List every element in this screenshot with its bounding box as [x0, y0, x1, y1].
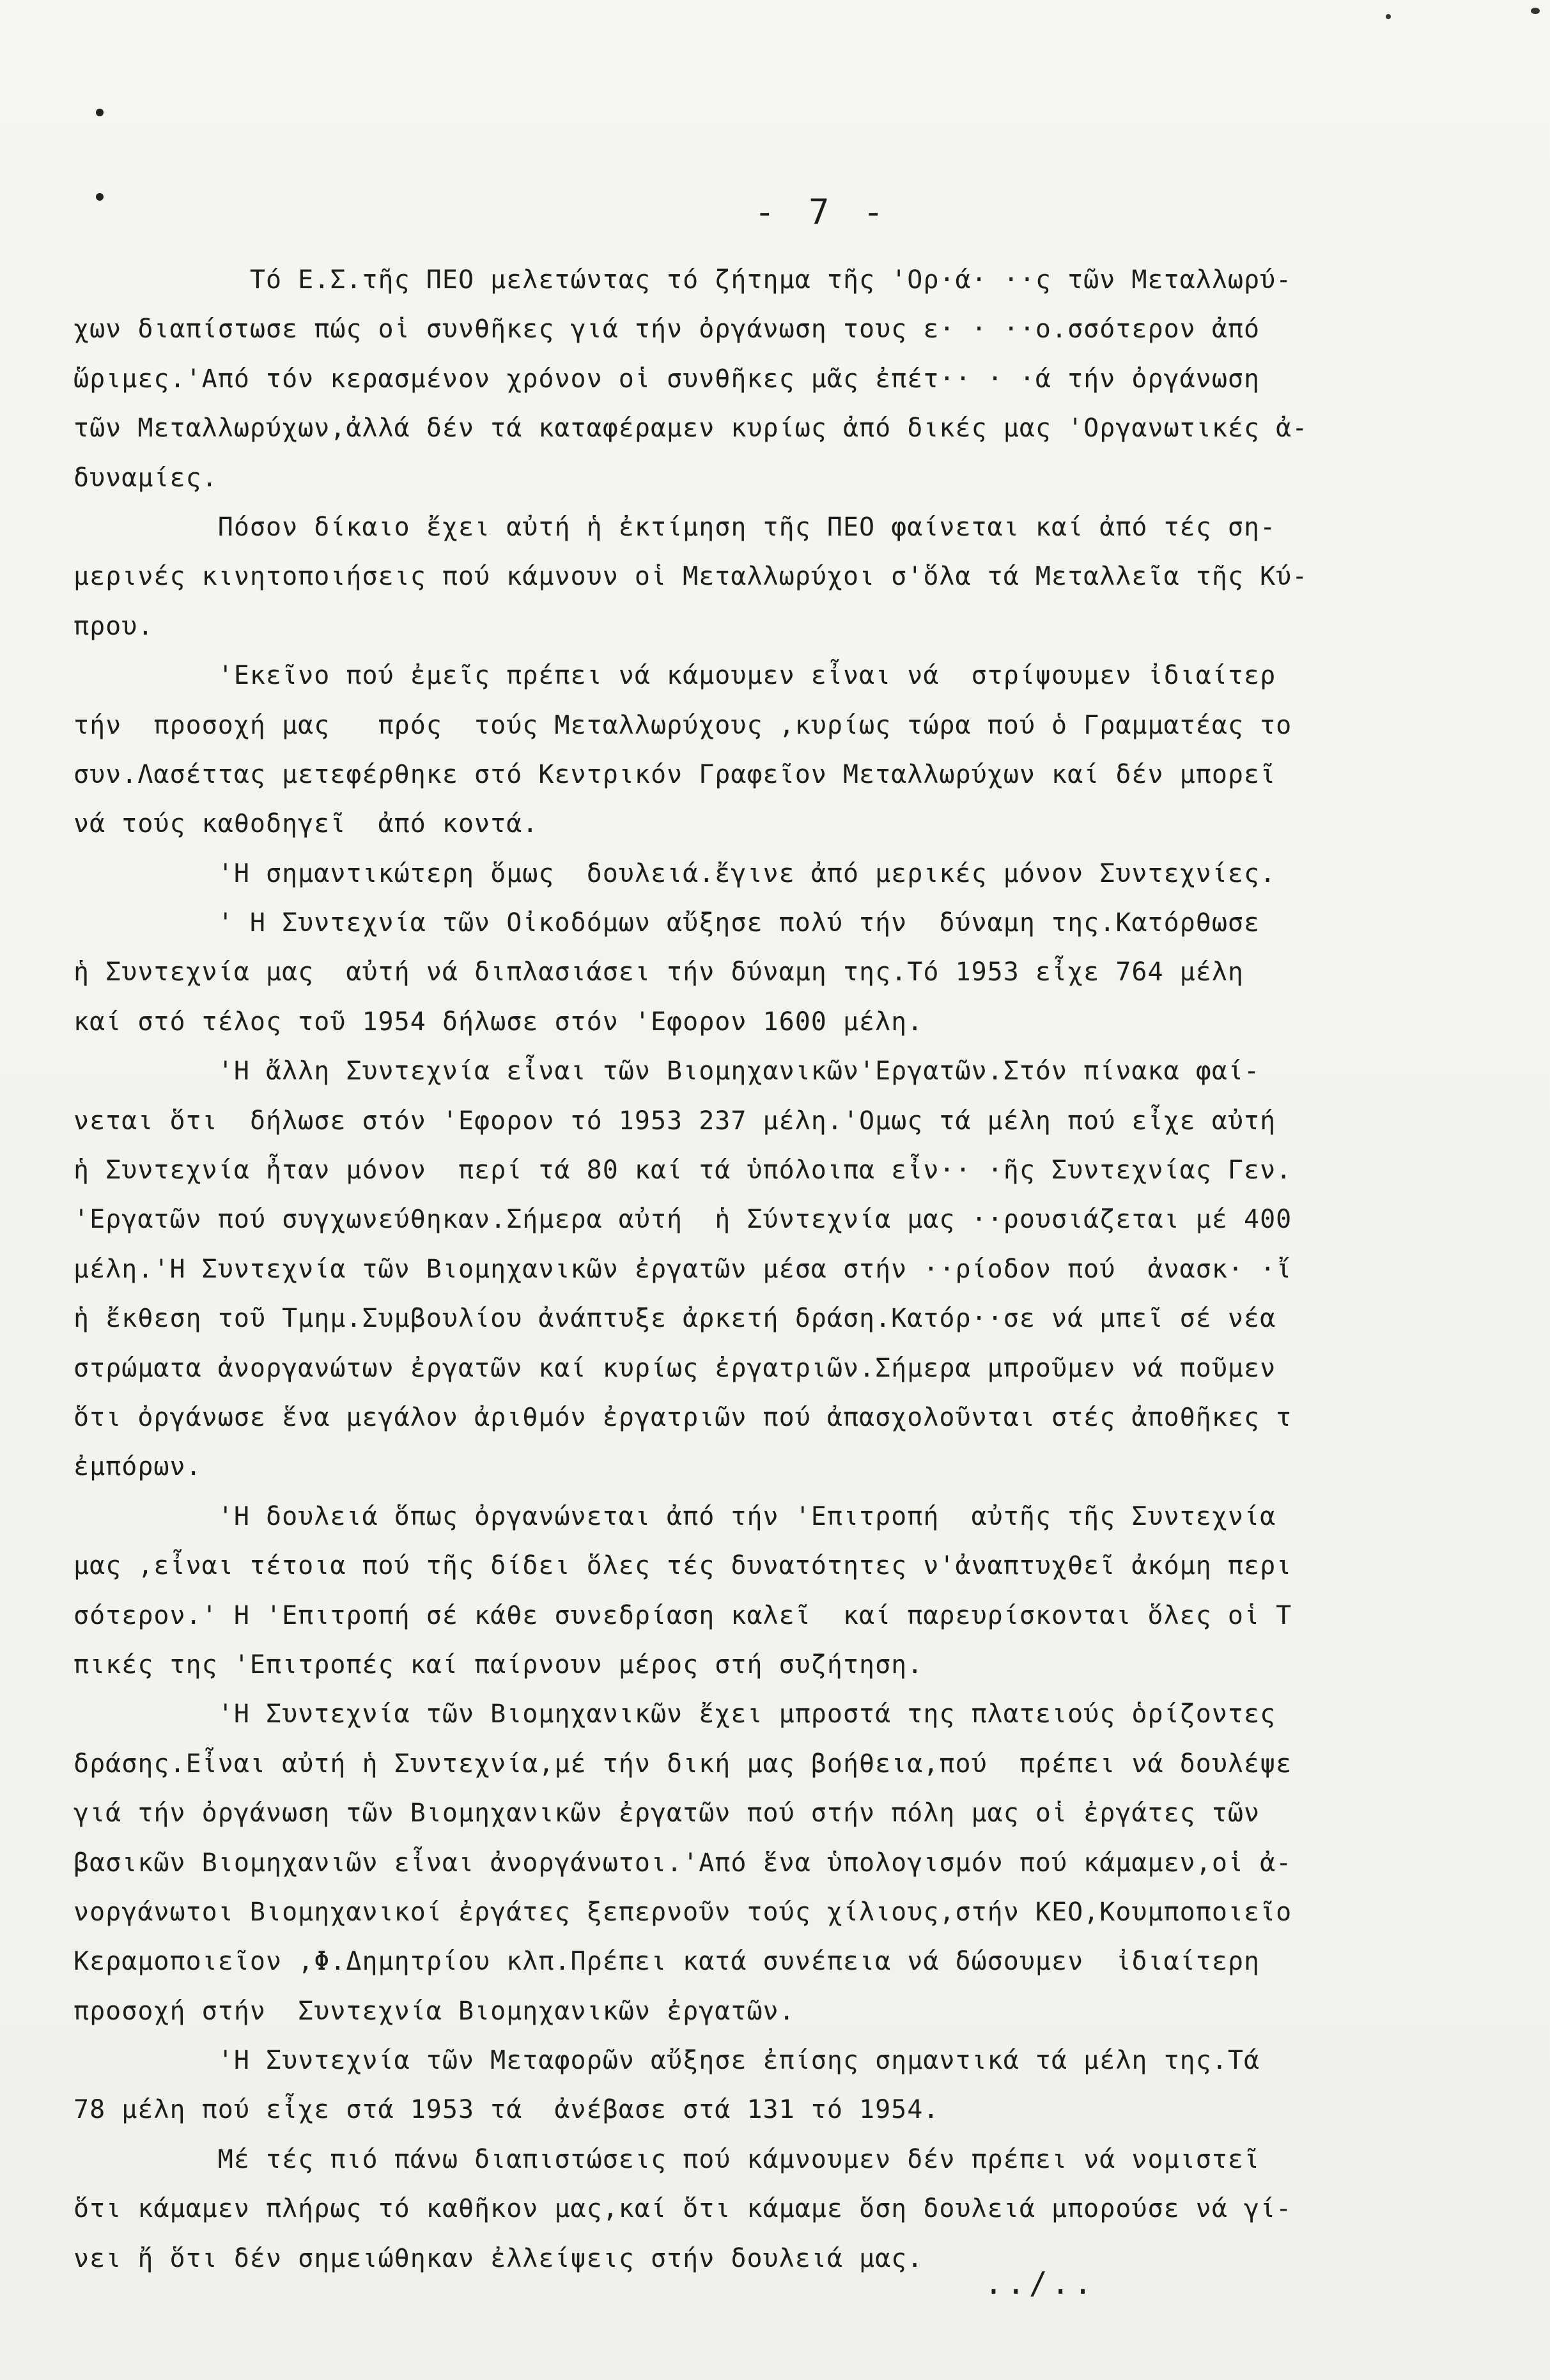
- text-line: νά τούς καθοδηγεῖ ἀπό κοντά.: [74, 809, 539, 839]
- text-line: Μέ τές πιό πάνω διαπιστώσεις πού κάμνουμεν δέν πρέπει νά νομιστεῖ: [74, 2144, 1260, 2174]
- margin-dot: [96, 193, 104, 201]
- text-line: νοργάνωτοι Βιομηχανικοί ἐργάτες ξεπερνοῦν τούς χίλιους,στήν ΚΕΟ,Κουμποποιεῖο: [74, 1897, 1292, 1927]
- text-line: τήν προσοχή μας πρός τούς Μεταλλωρύχους ,κυρίως τώρα πού ὁ Γραμματέας το: [74, 710, 1292, 740]
- text-line: 'Η ἄλλη Συντεχνία εἶναι τῶν Βιομηχανικῶν'Εργατῶν.Στόν πίνακα φαί-: [74, 1056, 1260, 1086]
- text-line: δυναμίες.: [74, 463, 218, 493]
- text-line: Τό Ε.Σ.τῆς ΠΕΟ μελετώντας τό ζήτημα τῆς 'Ορ·ά· ··ς τῶν Μεταλλωρύ-: [74, 265, 1292, 295]
- text-line: προσοχή στήν Συντεχνία Βιομηχανικῶν ἐργατῶν.: [74, 1996, 795, 2026]
- text-line: 78 μέλη πού εἶχε στά 1953 τά ἀνέβασε στά 131 τό 1954.: [74, 2095, 940, 2125]
- text-line: συν.Λασέττας μετεφέρθηκε στό Κεντρικόν Γραφεῖον Μεταλλωρύχων καί δέν μπορεῖ: [74, 759, 1276, 789]
- text-line: πικές της 'Επιτροπές καί παίρνουν μέρος στή συζήτηση.: [74, 1650, 924, 1680]
- text-line: στρώματα ἀνοργανώτων ἐργατῶν καί κυρίως ἐργατριῶν.Σήμερα μπροῦμεν νά ποῦμεν: [74, 1353, 1276, 1383]
- text-line: 'Η Συντεχνία τῶν Μεταφορῶν αὔξησε ἐπίσης σημαντικά τά μέλη της.Τά: [74, 2046, 1260, 2076]
- text-line: ὅτι κάμαμεν πλήρως τό καθῆκον μας,καί ὅτι κάμαμε ὅση δουλειά μπορούσε νά γί-: [74, 2194, 1292, 2224]
- text-line: καί στό τέλος τοῦ 1954 δήλωσε στόν 'Εφορον 1600 μέλη.: [74, 1007, 924, 1037]
- text-line: ' Η Συντεχνία τῶν Οἰκοδόμων αὔξησε πολύ τήν δύναμη της.Κατόρθωσε: [74, 908, 1260, 938]
- text-line: νεται ὅτι δήλωσε στόν 'Εφορον τό 1953 237 μέλη.'Ομως τά μέλη πού εἶχε αὐτή: [74, 1106, 1276, 1136]
- text-line: ὅτι ὀργάνωσε ἕνα μεγάλον ἀριθμόν ἐργατριῶν πού ἀπασχολοῦνται στές ἀποθῆκες τ: [74, 1402, 1292, 1432]
- text-line: ἡ ἔκθεση τοῦ Τμημ.Συμβουλίου ἀνάπτυξε ἀρκετή δράση.Κατόρ··σε νά μπεῖ σέ νέα: [74, 1304, 1276, 1334]
- text-line: μερινές κινητοποιήσεις πού κάμνουν οἱ Μεταλλωρύχοι σ'ὅλα τά Μεταλλεῖα τῆς Κύ-: [74, 562, 1308, 592]
- text-line: βασικῶν Βιομηχανιῶν εἶναι ἀνοργάνωτοι.'Από ἕνα ὑπολογισμόν πού κάμαμεν,οἱ ἀ-: [74, 1848, 1292, 1878]
- text-line: ἡ Συντεχνία ἦταν μόνον περί τά 80 καί τά ὑπόλοιπα εἶν·· ·ῆς Συντεχνίας Γεν.: [74, 1155, 1292, 1186]
- continuation-mark: ../..: [984, 2266, 1096, 2301]
- text-line: ἡ Συντεχνία μας αὐτή νά διπλασιάσει τήν δύναμη της.Τό 1953 εἶχε 764 μέλη: [74, 957, 1244, 987]
- text-line: νει ἤ ὅτι δέν σημειώθηκαν ἐλλείψεις στήν δουλειά μας.: [74, 2243, 924, 2273]
- corner-speck: [1531, 8, 1540, 14]
- text-line: Πόσον δίκαιο ἔχει αὐτή ἡ ἐκτίμηση τῆς ΠΕΟ φαίνεται καί ἀπό τές ση-: [74, 512, 1276, 542]
- text-line: 'Εργατῶν πού συγχωνεύθηκαν.Σήμερα αὐτή ἡ Σύντεχνία μας ··ρουσιάζεται μέ 400: [74, 1205, 1292, 1235]
- text-line: τῶν Μεταλλωρύχων,ἀλλά δέν τά καταφέραμεν κυρίως ἀπό δικές μας 'Οργανωτικές ἀ-: [74, 413, 1308, 444]
- text-line: 'Η Συντεχνία τῶν Βιομηχανικῶν ἔχει μπροστά της πλατειούς ὁρίζοντες: [74, 1699, 1276, 1729]
- text-line: γιά τήν ὀργάνωση τῶν Βιομηχανικῶν ἐργατῶν πού στήν πόλη μας οἱ ἐργάτες τῶν: [74, 1798, 1260, 1828]
- text-line: ὥριμες.'Από τόν κερασμένον χρόνον οἱ συνθῆκες μᾶς ἐπέτ·· · ·ά τήν ὀργάνωση: [74, 364, 1260, 394]
- text-line: ἐμπόρων.: [74, 1452, 202, 1482]
- text-line: πρου.: [74, 611, 154, 641]
- text-line: 'Η δουλειά ὅπως ὀργανώνεται ἀπό τήν 'Επιτροπή αὐτῆς τῆς Συντεχνία: [74, 1501, 1276, 1531]
- page-number: - 7 -: [754, 192, 890, 232]
- text-line: χων διαπίστωσε πώς οἱ συνθῆκες γιά τήν ὀργάνωση τους ε· · ··ο.σσότερον ἀπό: [74, 314, 1260, 344]
- text-line: σότερον.' Η 'Επιτροπή σέ κάθε συνεδρίαση καλεῖ καί παρευρίσκονται ὅλες οἱ Τ: [74, 1600, 1292, 1630]
- text-line: δράσης.Εἶναι αὐτή ἡ Συντεχνία,μέ τήν δική μας βοήθεια,πού πρέπει νά δουλέψε: [74, 1749, 1292, 1779]
- text-line: μέλη.'Η Συντεχνία τῶν Βιομηχανικῶν ἐργατῶν μέσα στήν ··ρίοδον πού ἀνασκ· ·ἴ: [74, 1254, 1292, 1284]
- text-line: 'Εκεῖνο πού ἐμεῖς πρέπει νά κάμουμεν εἶναι νά στρίψουμεν ἰδιαίτερ: [74, 661, 1276, 691]
- body-text: [74, 256, 1537, 2283]
- margin-dot: [96, 109, 104, 116]
- text-line: Κεραμοποιεῖον ,Φ.Δημητρίου κλπ.Πρέπει κατά συνέπεια νά δώσουμεν ἰδιαίτερη: [74, 1947, 1260, 1977]
- text-line: 'Η σημαντικώτερη ὅμως δουλειά.ἔγινε ἀπό μερικές μόνον Συντεχνίες.: [74, 858, 1276, 888]
- text-line: μας ,εἶναι τέτοια πού τῆς δίδει ὅλες τές δυνατότητες ν'ἀναπτυχθεῖ ἀκόμη περι: [74, 1551, 1292, 1581]
- corner-speck: [1386, 14, 1391, 19]
